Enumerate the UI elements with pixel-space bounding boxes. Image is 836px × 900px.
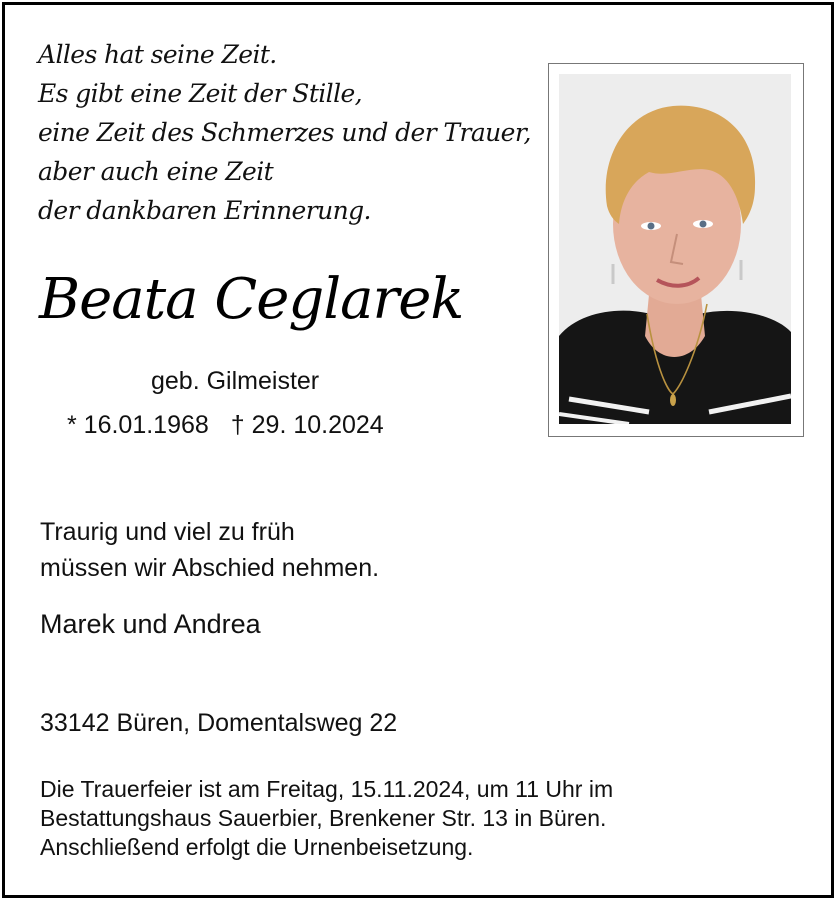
poem-line: aber auch eine Zeit	[38, 157, 274, 186]
family-address: 33142 Büren, Domentalsweg 22	[40, 709, 398, 737]
portrait-photo	[559, 74, 791, 424]
funeral-service-info	[40, 775, 613, 862]
service-line: Die Trauerfeier ist am Freitag, 15.11.2024, um 11 Uhr im	[40, 776, 614, 802]
death-date: † 29. 10.2024	[230, 411, 384, 439]
poem-line: eine Zeit des Schmerzes und der Trauer,	[38, 118, 531, 147]
memorial-poem	[38, 35, 531, 230]
poem-line: Es gibt eine Zeit der Stille,	[38, 79, 363, 108]
family-signature: Marek und Andrea	[40, 609, 261, 639]
poem-line: Alles hat seine Zeit.	[38, 40, 277, 69]
message-line: müssen wir Abschied nehmen.	[40, 554, 380, 582]
mourning-message	[40, 514, 379, 586]
birth-date: * 16.01.1968	[67, 411, 209, 439]
message-line: Traurig und viel zu früh	[40, 518, 295, 546]
poem-line: der dankbaren Erinnerung.	[38, 196, 371, 225]
obituary-notice	[2, 2, 834, 898]
deceased-name: Beata Ceglarek	[39, 267, 464, 332]
service-line: Bestattungshaus Sauerbier, Brenkener Str. 13 in Büren.	[40, 805, 607, 831]
portrait-illustration	[559, 74, 791, 424]
life-dates	[67, 411, 406, 440]
birth-name: geb. Gilmeister	[151, 367, 320, 395]
portrait-frame	[548, 63, 804, 437]
service-line: Anschließend erfolgt die Urnenbeisetzung.	[40, 834, 474, 860]
